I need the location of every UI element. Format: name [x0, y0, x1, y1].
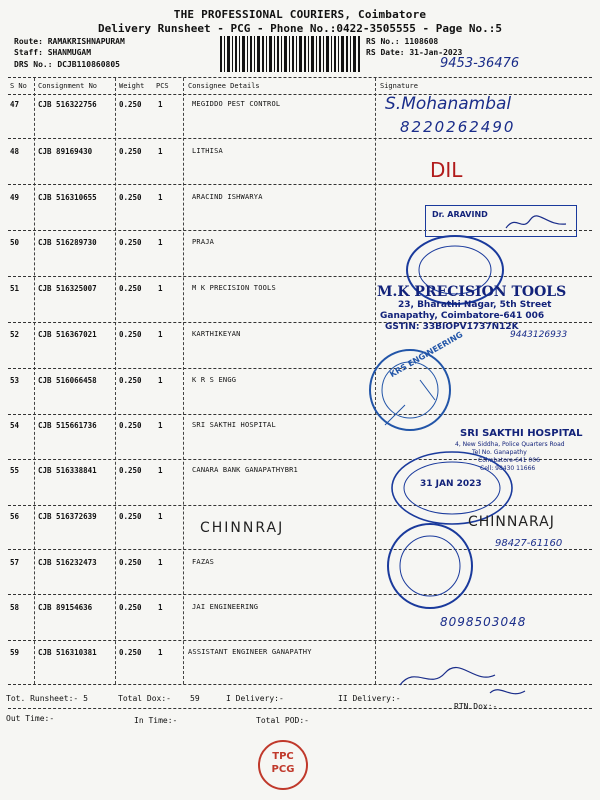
row-sno: 55 [10, 466, 20, 475]
row-consignee: JAI ENGINEERING [192, 603, 259, 611]
col-header-weight: Weight [119, 82, 145, 90]
row-pcs: 1 [158, 193, 163, 202]
row-consignment: CJB 515661736 [38, 421, 97, 430]
row-pcs: 1 [158, 603, 163, 612]
row-sno: 57 [10, 558, 20, 567]
i-delivery-label: I Delivery:- [226, 694, 284, 703]
signature-scribble-59 [395, 655, 545, 705]
row-consignment: CJB 89154636 [38, 603, 93, 612]
row-weight: 0.250 [119, 648, 142, 657]
row-pcs: 1 [158, 421, 163, 430]
total-dox-label: Total Dox:- [118, 694, 171, 703]
row-consignment: CJB 89169430 [38, 147, 93, 156]
handwritten-phone-52: 9443126933 [510, 330, 568, 340]
row-consignment: CJB 516325007 [38, 284, 97, 293]
drs-number: DRS No.: DCJB110860805 [14, 60, 120, 69]
rs-date: RS Date: 31-Jan-2023 [366, 48, 463, 57]
row-pcs: 1 [158, 147, 163, 156]
row-consignee: ASSISTANT ENGINEER GANAPATHY [188, 648, 312, 656]
footer-rule [8, 708, 592, 709]
row-consignee: SRI SAKTHI HOSPITAL [192, 421, 276, 429]
tpc-seal-line-1: TPC [272, 751, 294, 762]
sakthi-stamp-line-2: Tel No. Ganapathy [472, 449, 527, 456]
col-header-pcs: PCS [156, 82, 169, 90]
row-sno: 53 [10, 376, 20, 385]
row-pcs: 1 [158, 100, 163, 109]
in-time-label: In Time:- [134, 716, 178, 725]
mk-stamp-address-1: 23, Bharathi Nagar, 5th Street [398, 300, 552, 310]
row-weight: 0.250 [119, 376, 142, 385]
row-sno: 49 [10, 193, 20, 202]
row-pcs: 1 [158, 558, 163, 567]
row-consignee: LITHISA [192, 147, 223, 155]
row-consignee: MEGIDDO PEST CONTROL [192, 100, 281, 108]
sakthi-stamp-line-1: 4, New Siddha, Police Quarters Road [455, 441, 565, 448]
row-consignee: FAZAS [192, 558, 215, 566]
handwritten-chinnraj: CHINNRAJ [200, 520, 285, 536]
mk-stamp-address-2: Ganapathy, Coimbatore-641 006 [380, 311, 545, 321]
barcode-image [220, 36, 360, 72]
row-sno: 48 [10, 147, 20, 156]
row-consignment: CJB 516289730 [38, 238, 97, 247]
tpc-seal-line-2: PCG [271, 764, 295, 775]
out-time-label: Out Time:- [6, 714, 55, 723]
handwritten-phone-47: 8220262490 [400, 118, 516, 136]
total-runsheet: Tot. Runsheet:- 5 [6, 694, 88, 703]
row-sno: 59 [10, 648, 20, 657]
row-consignee: KARTHIKEYAN [192, 330, 241, 338]
row-sno: 58 [10, 603, 20, 612]
ii-delivery-label: II Delivery:- [338, 694, 401, 703]
row-consignment: CJB 516310655 [38, 193, 97, 202]
signature-dil: DIL [430, 158, 463, 182]
handwritten-phone: 9453-36476 [440, 56, 520, 71]
row-consignment: CJB 516367021 [38, 330, 97, 339]
row-rule [8, 549, 592, 550]
total-dox-value: 59 [190, 694, 200, 703]
row-weight: 0.250 [119, 466, 142, 475]
row-sno: 47 [10, 100, 20, 109]
rtn-dox-label: RTN Dox:- [454, 702, 498, 711]
row-pcs: 1 [158, 284, 163, 293]
row-weight: 0.250 [119, 603, 142, 612]
krs-stamp-text: KRS ENGINEERING [388, 329, 465, 380]
doctor-stamp-text: Dr. ARAVIND [432, 210, 488, 219]
row-sno: 56 [10, 512, 20, 521]
staff-label: Staff: SHANMUGAM [14, 48, 92, 57]
sakthi-stamp-title: SRI SAKTHI HOSPITAL [460, 428, 583, 439]
row-consignment: CJB 516322756 [38, 100, 97, 109]
row-weight: 0.250 [119, 284, 142, 293]
row-rule [8, 414, 592, 415]
table-top-rule [8, 77, 592, 78]
row-consignee: PRAJA [192, 238, 215, 246]
row-rule [8, 184, 592, 185]
handwritten-chinnaraj-right: CHINNARAJ [468, 514, 555, 530]
route-label: Route: RAMAKRISHNAPURAM [14, 37, 125, 46]
row-consignee: CANARA BANK GANAPATHYBR1 [192, 466, 298, 474]
row-consignee: K R S ENGG [192, 376, 237, 384]
handwritten-phone-56: 98427-61160 [495, 538, 563, 549]
row-consignment: CJB 516372639 [38, 512, 97, 521]
row-pcs: 1 [158, 648, 163, 657]
row-consignment: CJB 516310381 [38, 648, 97, 657]
row-rule [8, 138, 592, 139]
row-pcs: 1 [158, 466, 163, 475]
row-pcs: 1 [158, 330, 163, 339]
total-pod-label: Total POD:- [256, 716, 309, 725]
mk-precision-stamp-title: M.K PRECISION TOOLS [377, 284, 567, 300]
row-weight: 0.250 [119, 238, 142, 247]
row-pcs: 1 [158, 238, 163, 247]
row-weight: 0.250 [119, 193, 142, 202]
row-sno: 52 [10, 330, 20, 339]
tpc-pcg-seal [258, 740, 308, 790]
sakthi-stamp-line-4: Cell: 98430 11666 [480, 465, 536, 472]
row-weight: 0.250 [119, 147, 142, 156]
row-pcs: 1 [158, 512, 163, 521]
col-header-sno: S No [10, 82, 27, 90]
row-rule [8, 640, 592, 641]
row-sno: 50 [10, 238, 20, 247]
row-sno: 51 [10, 284, 20, 293]
row-rule [8, 368, 592, 369]
row-pcs: 1 [158, 376, 163, 385]
row-sno: 54 [10, 421, 20, 430]
rs-number: RS No.: 1108608 [366, 37, 439, 46]
row-weight: 0.250 [119, 421, 142, 430]
canara-stamp-date: 31 JAN 2023 [420, 479, 482, 489]
row-consignee: M K PRECISION TOOLS [192, 284, 276, 292]
row-consignee: ARACIND ISHWARYA [192, 193, 263, 201]
row-consignment: CJB 516232473 [38, 558, 97, 567]
row-weight: 0.250 [119, 330, 142, 339]
housing-development-stamp [384, 520, 476, 612]
row-rule [8, 594, 592, 595]
row-consignment: CJB 516338841 [38, 466, 97, 475]
row-consignment: CJB 516066458 [38, 376, 97, 385]
row-weight: 0.250 [119, 512, 142, 521]
mk-stamp-gstin: GSTIN: 33BIOPV1737N12K [385, 322, 519, 332]
col-header-signature: Signature [380, 82, 418, 90]
col-header-consignee: Consignee Details [188, 82, 260, 90]
row-weight: 0.250 [119, 558, 142, 567]
row-weight: 0.250 [119, 100, 142, 109]
col-header-consignment: Consignment No [38, 82, 98, 90]
company-title: THE PROFESSIONAL COURIERS, Coimbatore [173, 8, 427, 21]
runsheet-title: Delivery Runsheet - PCG - Phone No.:0422-3505555 - Page No.:5 [98, 22, 502, 35]
handwritten-phone-58: 8098503048 [440, 615, 527, 629]
sakthi-stamp-line-3: Coimbatore-641 006 [478, 457, 540, 464]
signature-mohanambal: S.Mohanambal [385, 94, 512, 114]
